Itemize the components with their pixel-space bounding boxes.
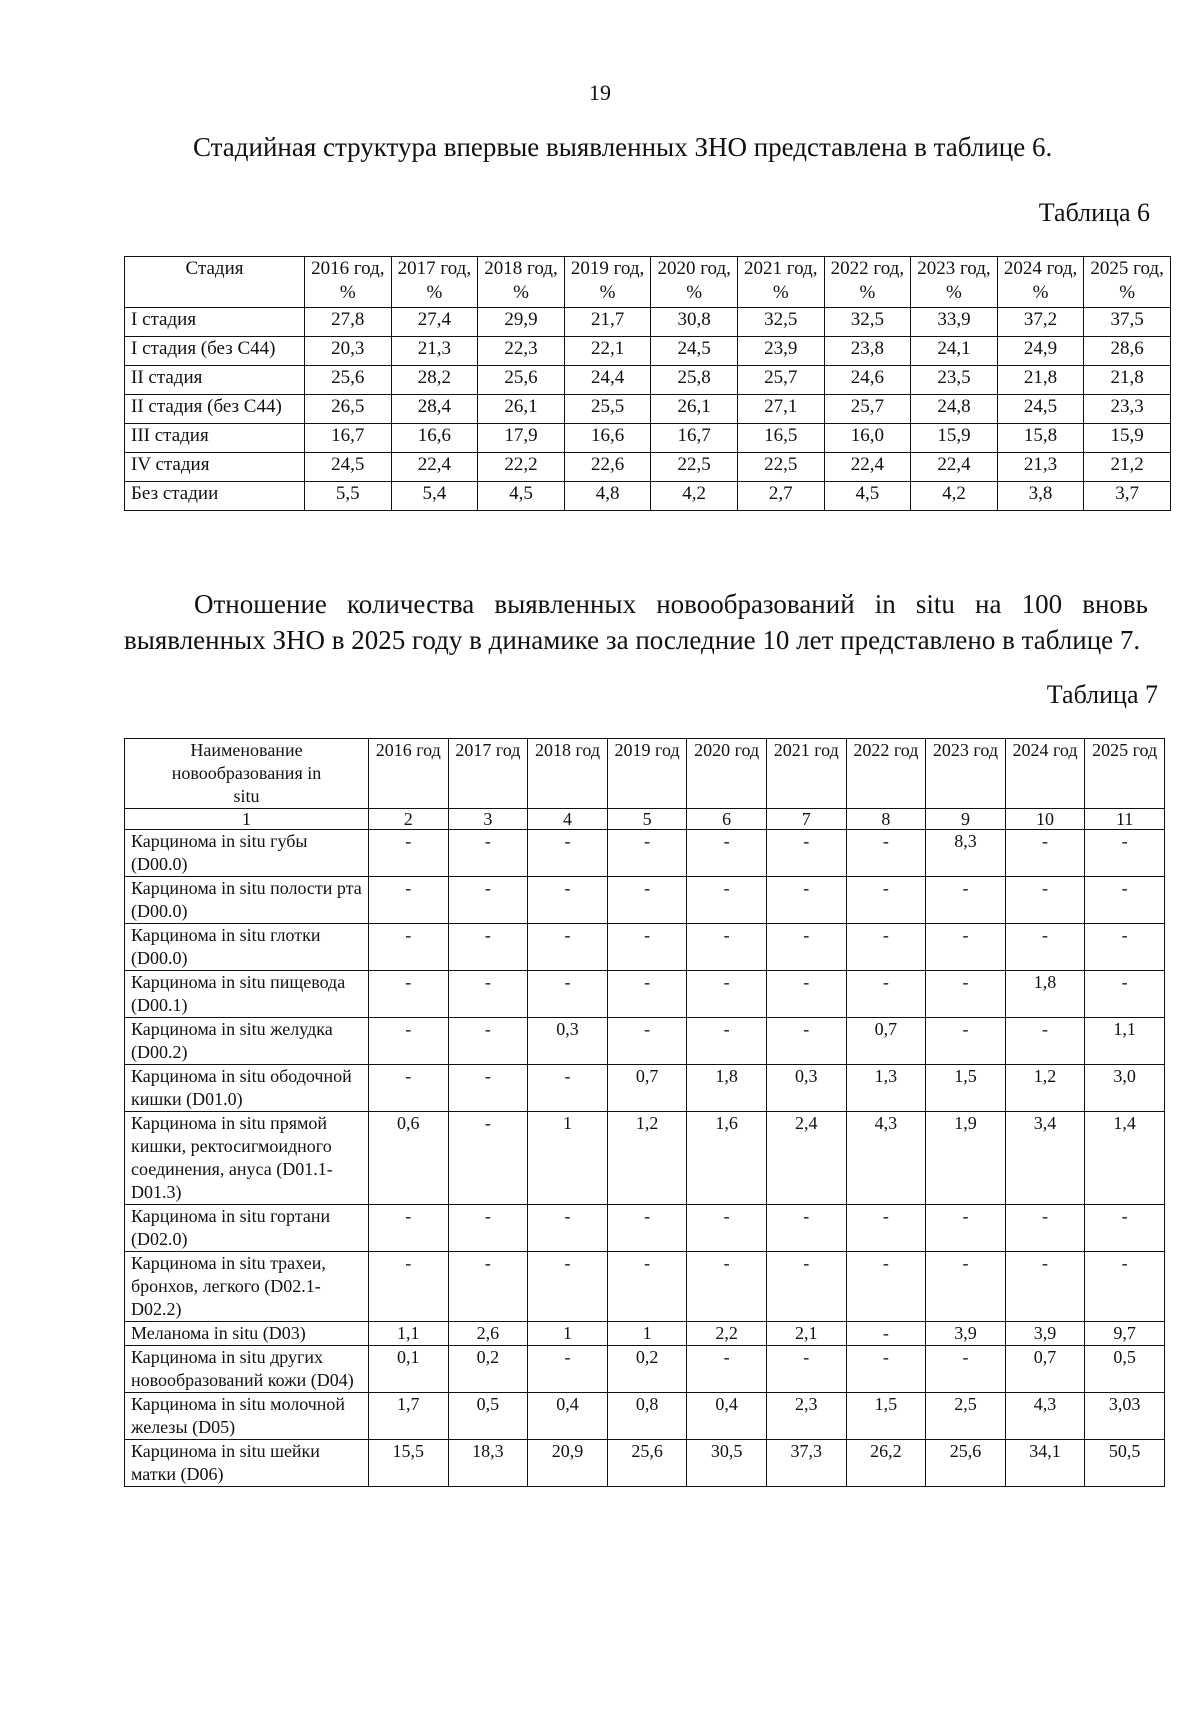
- cell-value: -: [369, 1018, 449, 1065]
- cell-value: -: [846, 1346, 926, 1393]
- column-number: 3: [448, 809, 528, 830]
- cell-value: 24,8: [911, 395, 998, 424]
- cell-value: 24,5: [651, 337, 738, 366]
- cell-value: 16,6: [391, 424, 478, 453]
- table7-header-year: 2019 год: [607, 739, 687, 809]
- table6-header-year: 2017 год, %: [391, 257, 478, 308]
- cell-value: 4,5: [824, 482, 911, 511]
- cell-value: 2,2: [687, 1322, 767, 1346]
- cell-value: 21,8: [1084, 366, 1171, 395]
- cell-value: -: [369, 877, 449, 924]
- cell-value: 16,7: [305, 424, 392, 453]
- cell-value: 0,3: [528, 1018, 608, 1065]
- cell-value: 26,2: [846, 1440, 926, 1487]
- cell-value: -: [607, 1205, 687, 1252]
- table-row: [125, 1322, 1165, 1346]
- cell-value: -: [1085, 830, 1165, 877]
- cell-value: 9,7: [1085, 1322, 1165, 1346]
- table-row: [125, 337, 1171, 366]
- row-label: Карцинома in situ пищевода (D00.1): [125, 971, 369, 1018]
- cell-value: 4,3: [846, 1112, 926, 1205]
- cell-value: 18,3: [448, 1440, 528, 1487]
- cell-value: 1,7: [369, 1393, 449, 1440]
- cell-value: 16,0: [824, 424, 911, 453]
- cell-value: 3,9: [1005, 1322, 1085, 1346]
- row-label: III стадия: [125, 424, 305, 453]
- column-number: 10: [1005, 809, 1085, 830]
- cell-value: 22,1: [564, 337, 651, 366]
- cell-value: 15,9: [911, 424, 998, 453]
- cell-value: 27,4: [391, 308, 478, 337]
- table6-header-row: [125, 257, 1171, 308]
- cell-value: -: [1085, 877, 1165, 924]
- cell-value: 22,4: [824, 453, 911, 482]
- cell-value: -: [1005, 1252, 1085, 1322]
- row-label: I стадия (без С44): [125, 337, 305, 366]
- cell-value: 23,8: [824, 337, 911, 366]
- cell-value: 15,5: [369, 1440, 449, 1487]
- cell-value: -: [528, 1252, 608, 1322]
- table6-header-year: 2021 год, %: [737, 257, 824, 308]
- cell-value: 24,4: [564, 366, 651, 395]
- table7-header-year: 2020 год: [687, 739, 767, 809]
- table7-header-year: 2022 год: [846, 739, 926, 809]
- cell-value: 15,9: [1084, 424, 1171, 453]
- cell-value: 0,6: [369, 1112, 449, 1205]
- cell-value: -: [607, 1252, 687, 1322]
- cell-value: 1,1: [369, 1322, 449, 1346]
- cell-value: 5,4: [391, 482, 478, 511]
- cell-value: -: [846, 924, 926, 971]
- cell-value: -: [1085, 971, 1165, 1018]
- cell-value: 0,3: [766, 1065, 846, 1112]
- cell-value: -: [369, 924, 449, 971]
- cell-value: 30,8: [651, 308, 738, 337]
- table7-header-name: Наименование новообразования in situ: [125, 739, 369, 809]
- cell-value: -: [766, 1018, 846, 1065]
- table-row: [125, 366, 1171, 395]
- cell-value: 28,4: [391, 395, 478, 424]
- cell-value: 25,6: [305, 366, 392, 395]
- row-label: Карцинома in situ губы (D00.0): [125, 830, 369, 877]
- cell-value: -: [846, 1252, 926, 1322]
- cell-value: 0,5: [1085, 1346, 1165, 1393]
- cell-value: -: [766, 1205, 846, 1252]
- cell-value: -: [448, 1112, 528, 1205]
- cell-value: -: [607, 971, 687, 1018]
- cell-value: 4,3: [1005, 1393, 1085, 1440]
- table7-column-numbers-row: [125, 809, 1165, 830]
- table6-label: Таблица 6: [1038, 198, 1150, 227]
- table-row: [125, 424, 1171, 453]
- table6-header-year: 2016 год, %: [305, 257, 392, 308]
- table-row: [125, 453, 1171, 482]
- cell-value: -: [1005, 877, 1085, 924]
- cell-value: 28,6: [1084, 337, 1171, 366]
- cell-value: 25,7: [824, 395, 911, 424]
- table7-header-year: 2025 год: [1085, 739, 1165, 809]
- cell-value: 2,4: [766, 1112, 846, 1205]
- cell-value: 21,7: [564, 308, 651, 337]
- row-label: Карцинома in situ ободочной кишки (D01.0): [125, 1065, 369, 1112]
- table6-header-year: 2020 год, %: [651, 257, 738, 308]
- cell-value: -: [766, 1252, 846, 1322]
- cell-value: 0,4: [687, 1393, 767, 1440]
- cell-value: -: [687, 1346, 767, 1393]
- cell-value: 3,7: [1084, 482, 1171, 511]
- cell-value: 2,7: [737, 482, 824, 511]
- cell-value: 0,7: [846, 1018, 926, 1065]
- cell-value: -: [1005, 924, 1085, 971]
- column-number: 1: [125, 809, 369, 830]
- cell-value: 1,4: [1085, 1112, 1165, 1205]
- row-label: II стадия: [125, 366, 305, 395]
- cell-value: 16,7: [651, 424, 738, 453]
- cell-value: -: [687, 971, 767, 1018]
- row-label: Без стадии: [125, 482, 305, 511]
- cell-value: 30,5: [687, 1440, 767, 1487]
- cell-value: -: [528, 1205, 608, 1252]
- cell-value: 0,7: [607, 1065, 687, 1112]
- cell-value: 27,8: [305, 308, 392, 337]
- row-label: Карцинома in situ полости рта (D00.0): [125, 877, 369, 924]
- cell-value: 3,03: [1085, 1393, 1165, 1440]
- cell-value: 1,2: [607, 1112, 687, 1205]
- cell-value: -: [448, 1252, 528, 1322]
- cell-value: 1,5: [846, 1393, 926, 1440]
- cell-value: -: [528, 1346, 608, 1393]
- cell-value: -: [607, 877, 687, 924]
- column-number: 11: [1085, 809, 1165, 830]
- cell-value: 1,8: [1005, 971, 1085, 1018]
- cell-value: 4,8: [564, 482, 651, 511]
- cell-value: -: [766, 877, 846, 924]
- cell-value: -: [369, 1205, 449, 1252]
- stage-structure-table: [124, 256, 1171, 511]
- table-row: [125, 1440, 1165, 1487]
- row-label: Карцинома in situ других новообразований кожи (D04): [125, 1346, 369, 1393]
- cell-value: 22,6: [564, 453, 651, 482]
- cell-value: 34,1: [1005, 1440, 1085, 1487]
- row-label: Карцинома in situ молочной железы (D05): [125, 1393, 369, 1440]
- table7-header-year: 2017 год: [448, 739, 528, 809]
- table7-header-year: 2018 год: [528, 739, 608, 809]
- cell-value: -: [448, 1065, 528, 1112]
- table-row: [125, 971, 1165, 1018]
- cell-value: 20,9: [528, 1440, 608, 1487]
- cell-value: -: [1085, 924, 1165, 971]
- cell-value: 24,1: [911, 337, 998, 366]
- cell-value: -: [369, 1252, 449, 1322]
- table-row: [125, 877, 1165, 924]
- in-situ-table: [124, 738, 1165, 1487]
- cell-value: 1: [607, 1322, 687, 1346]
- table7-header-year: 2016 год: [369, 739, 449, 809]
- table-row: [125, 830, 1165, 877]
- row-label: Карцинома in situ прямой кишки, ректосигмоидного соединения, ануса (D01.1-D01.3): [125, 1112, 369, 1205]
- row-label: Карцинома in situ глотки (D00.0): [125, 924, 369, 971]
- in-situ-paragraph: [124, 586, 1148, 658]
- cell-value: -: [1005, 1205, 1085, 1252]
- cell-value: 21,3: [391, 337, 478, 366]
- cell-value: -: [687, 877, 767, 924]
- cell-value: 1: [528, 1322, 608, 1346]
- cell-value: -: [369, 830, 449, 877]
- cell-value: -: [846, 1322, 926, 1346]
- row-label: IV стадия: [125, 453, 305, 482]
- column-number: 8: [846, 809, 926, 830]
- cell-value: -: [448, 830, 528, 877]
- row-label: Карцинома in situ желудка (D00.2): [125, 1018, 369, 1065]
- table6-header-stage: Стадия: [125, 257, 305, 308]
- cell-value: 0,7: [1005, 1346, 1085, 1393]
- cell-value: -: [687, 1252, 767, 1322]
- cell-value: 4,5: [478, 482, 565, 511]
- table-row: [125, 1205, 1165, 1252]
- cell-value: -: [1005, 1018, 1085, 1065]
- table7-label: Таблица 7: [1046, 680, 1158, 709]
- cell-value: -: [607, 1018, 687, 1065]
- cell-value: 50,5: [1085, 1440, 1165, 1487]
- cell-value: 20,3: [305, 337, 392, 366]
- cell-value: 22,5: [737, 453, 824, 482]
- column-number: 6: [687, 809, 767, 830]
- cell-value: 37,5: [1084, 308, 1171, 337]
- cell-value: 15,8: [997, 424, 1084, 453]
- row-label: Меланома in situ (D03): [125, 1322, 369, 1346]
- cell-value: 5,5: [305, 482, 392, 511]
- page-number: 19: [589, 80, 611, 105]
- cell-value: 3,4: [1005, 1112, 1085, 1205]
- cell-value: 25,6: [926, 1440, 1006, 1487]
- cell-value: 28,2: [391, 366, 478, 395]
- table6-header-year: 2024 год, %: [997, 257, 1084, 308]
- cell-value: 23,9: [737, 337, 824, 366]
- column-number: 5: [607, 809, 687, 830]
- cell-value: 37,3: [766, 1440, 846, 1487]
- cell-value: 25,5: [564, 395, 651, 424]
- table7-header-row: [125, 739, 1165, 809]
- cell-value: -: [607, 924, 687, 971]
- row-label: I стадия: [125, 308, 305, 337]
- table6-header-year: 2019 год, %: [564, 257, 651, 308]
- cell-value: -: [846, 877, 926, 924]
- cell-value: 1,1: [1085, 1018, 1165, 1065]
- cell-value: 37,2: [997, 308, 1084, 337]
- cell-value: -: [926, 1346, 1006, 1393]
- cell-value: 1,3: [846, 1065, 926, 1112]
- cell-value: 0,4: [528, 1393, 608, 1440]
- cell-value: -: [687, 1205, 767, 1252]
- cell-value: 29,9: [478, 308, 565, 337]
- table7-header-year: 2021 год: [766, 739, 846, 809]
- cell-value: -: [926, 1252, 1006, 1322]
- cell-value: -: [926, 971, 1006, 1018]
- table-row: [125, 924, 1165, 971]
- cell-value: 0,1: [369, 1346, 449, 1393]
- cell-value: 26,1: [651, 395, 738, 424]
- table7-header-year: 2024 год: [1005, 739, 1085, 809]
- cell-value: -: [1085, 1205, 1165, 1252]
- cell-value: 27,1: [737, 395, 824, 424]
- cell-value: 26,5: [305, 395, 392, 424]
- cell-value: 1,9: [926, 1112, 1006, 1205]
- cell-value: 24,5: [305, 453, 392, 482]
- cell-value: 22,3: [478, 337, 565, 366]
- cell-value: 24,9: [997, 337, 1084, 366]
- cell-value: 21,8: [997, 366, 1084, 395]
- cell-value: -: [846, 1205, 926, 1252]
- intro-paragraph: Стадийная структура впервые выявленных ЗНО представлена в таблице 6.: [193, 132, 1053, 162]
- cell-value: -: [448, 924, 528, 971]
- cell-value: 1,6: [687, 1112, 767, 1205]
- cell-value: 2,5: [926, 1393, 1006, 1440]
- cell-value: -: [926, 1018, 1006, 1065]
- cell-value: 8,3: [926, 830, 1006, 877]
- cell-value: -: [766, 1346, 846, 1393]
- cell-value: -: [528, 924, 608, 971]
- row-label: II стадия (без С44): [125, 395, 305, 424]
- table-row: [125, 1112, 1165, 1205]
- cell-value: 32,5: [824, 308, 911, 337]
- table-row: [125, 1065, 1165, 1112]
- column-number: 9: [926, 809, 1006, 830]
- table6-header-year: 2025 год, %: [1084, 257, 1171, 308]
- cell-value: 22,4: [391, 453, 478, 482]
- cell-value: -: [448, 971, 528, 1018]
- cell-value: -: [766, 924, 846, 971]
- cell-value: 1,5: [926, 1065, 1006, 1112]
- cell-value: 2,6: [448, 1322, 528, 1346]
- cell-value: 25,8: [651, 366, 738, 395]
- cell-value: 32,5: [737, 308, 824, 337]
- cell-value: 16,6: [564, 424, 651, 453]
- cell-value: 33,9: [911, 308, 998, 337]
- cell-value: 25,7: [737, 366, 824, 395]
- cell-value: 25,6: [607, 1440, 687, 1487]
- cell-value: 16,5: [737, 424, 824, 453]
- cell-value: -: [528, 971, 608, 1018]
- cell-value: 1: [528, 1112, 608, 1205]
- cell-value: 24,5: [997, 395, 1084, 424]
- cell-value: 22,4: [911, 453, 998, 482]
- cell-value: 22,5: [651, 453, 738, 482]
- cell-value: 3,0: [1085, 1065, 1165, 1112]
- table-row: [125, 1393, 1165, 1440]
- cell-value: 25,6: [478, 366, 565, 395]
- table-row: [125, 1346, 1165, 1393]
- cell-value: 2,1: [766, 1322, 846, 1346]
- cell-value: 21,3: [997, 453, 1084, 482]
- cell-value: -: [926, 1205, 1006, 1252]
- cell-value: -: [687, 1018, 767, 1065]
- cell-value: 1,2: [1005, 1065, 1085, 1112]
- cell-value: -: [926, 924, 1006, 971]
- in-situ-paragraph-text: Отношение количества выявленных новообразований in situ на 100 вновь выявленных ЗНО в 2025 году в динамике за последние 10 лет представлено в таблице 7.: [124, 589, 1148, 655]
- cell-value: -: [369, 1065, 449, 1112]
- table7-header-year: 2023 год: [926, 739, 1006, 809]
- cell-value: -: [528, 877, 608, 924]
- row-label: Карцинома in situ гортани (D02.0): [125, 1205, 369, 1252]
- cell-value: 0,2: [607, 1346, 687, 1393]
- cell-value: 23,3: [1084, 395, 1171, 424]
- cell-value: -: [528, 830, 608, 877]
- cell-value: -: [528, 1065, 608, 1112]
- cell-value: -: [687, 830, 767, 877]
- cell-value: 1,8: [687, 1065, 767, 1112]
- row-label: Карцинома in situ шейки матки (D06): [125, 1440, 369, 1487]
- table-row: [125, 308, 1171, 337]
- cell-value: -: [687, 924, 767, 971]
- cell-value: 26,1: [478, 395, 565, 424]
- cell-value: -: [846, 971, 926, 1018]
- column-number: 2: [369, 809, 449, 830]
- cell-value: 3,9: [926, 1322, 1006, 1346]
- column-number: 7: [766, 809, 846, 830]
- cell-value: 4,2: [651, 482, 738, 511]
- cell-value: -: [926, 877, 1006, 924]
- cell-value: 0,2: [448, 1346, 528, 1393]
- table6-header-year: 2023 год, %: [911, 257, 998, 308]
- cell-value: -: [607, 830, 687, 877]
- cell-value: -: [1005, 830, 1085, 877]
- cell-value: 23,5: [911, 366, 998, 395]
- cell-value: 4,2: [911, 482, 998, 511]
- cell-value: 22,2: [478, 453, 565, 482]
- cell-value: 17,9: [478, 424, 565, 453]
- table-row: [125, 482, 1171, 511]
- table-row: [125, 395, 1171, 424]
- table6-header-year: 2018 год, %: [478, 257, 565, 308]
- cell-value: -: [846, 830, 926, 877]
- column-number: 4: [528, 809, 608, 830]
- cell-value: 2,3: [766, 1393, 846, 1440]
- table-row: [125, 1252, 1165, 1322]
- cell-value: -: [766, 971, 846, 1018]
- row-label: Карцинома in situ трахеи, бронхов, легкого (D02.1-D02.2): [125, 1252, 369, 1322]
- cell-value: -: [448, 877, 528, 924]
- table-row: [125, 1018, 1165, 1065]
- cell-value: 0,8: [607, 1393, 687, 1440]
- cell-value: 24,6: [824, 366, 911, 395]
- cell-value: -: [369, 971, 449, 1018]
- cell-value: -: [448, 1018, 528, 1065]
- cell-value: 0,5: [448, 1393, 528, 1440]
- cell-value: -: [766, 830, 846, 877]
- cell-value: 3,8: [997, 482, 1084, 511]
- cell-value: 21,2: [1084, 453, 1171, 482]
- cell-value: -: [1085, 1252, 1165, 1322]
- cell-value: -: [448, 1205, 528, 1252]
- table6-header-year: 2022 год, %: [824, 257, 911, 308]
